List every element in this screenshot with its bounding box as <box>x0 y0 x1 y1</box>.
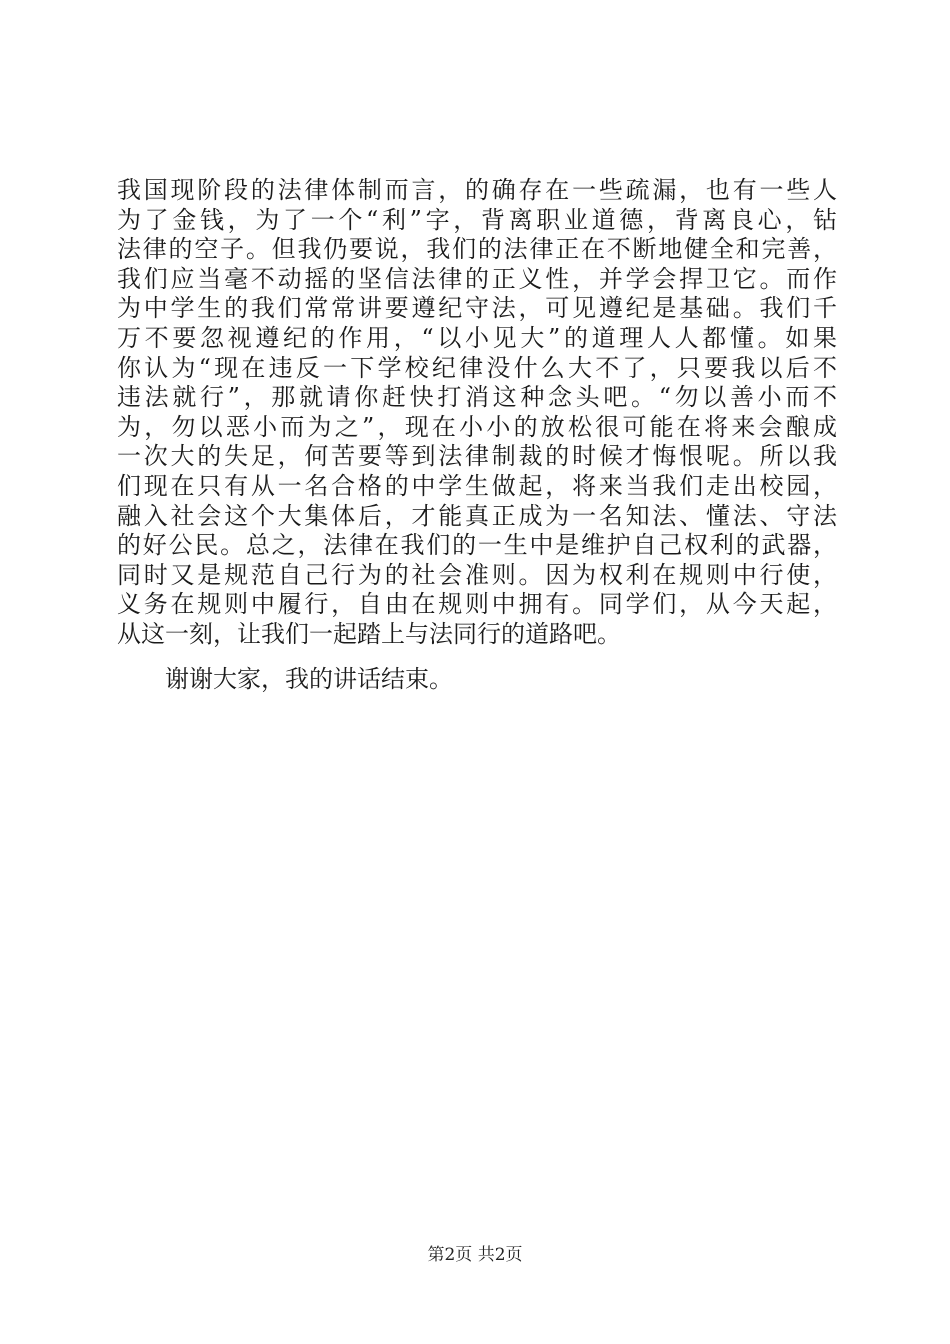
body-line: 从这一刻，让我们一起踏上与法同行的道路吧。 <box>117 619 621 648</box>
body-line: 义务在规则中履行，自由在规则中拥有。同学们，从今天起， <box>117 590 837 619</box>
body-line: 同时又是规范自己行为的社会准则。因为权利在规则中行使， <box>117 560 837 589</box>
body-line: 融入社会这个大集体后，才能真正成为一名知法、懂法、守法 <box>117 501 837 530</box>
page-number: 第2页 共2页 <box>427 1245 523 1265</box>
body-line: 万不要忽视遵纪的作用，“以小见大”的道理人人都懂。如果 <box>117 323 837 352</box>
body-line: 一次大的失足，何苦要等到法律制裁的时候才悔恨呢。所以我 <box>117 442 837 471</box>
body-line: 为，勿以恶小而为之”，现在小小的放松很可能在将来会酿成 <box>117 412 837 441</box>
body-line: 们现在只有从一名合格的中学生做起，将来当我们走出校园， <box>117 471 837 500</box>
body-line: 我国现阶段的法律体制而言，的确存在一些疏漏，也有一些人 <box>117 176 837 204</box>
body-line: 违法就行”，那就请你赶快打消这种念头吧。“勿以善小而不 <box>117 383 837 412</box>
body-line: 我们应当毫不动摇的坚信法律的正义性，并学会捍卫它。而作 <box>117 264 837 293</box>
body-line: 的好公民。总之，法律在我们的一生中是维护自己权利的武器， <box>117 531 837 560</box>
body-line: 法律的空子。但我仍要说，我们的法律正在不断地健全和完善， <box>117 235 837 264</box>
speech-body <box>117 176 837 650</box>
body-line: 为了金钱，为了一个“利”字，背离职业道德，背离良心，钻 <box>117 205 837 234</box>
closing-remark: 谢谢大家，我的讲话结束。 <box>165 665 453 693</box>
body-line: 为中学生的我们常常讲要遵纪守法，可见遵纪是基础。我们千 <box>117 294 837 323</box>
body-line: 你认为“现在违反一下学校纪律没什么大不了，只要我以后不 <box>117 353 837 382</box>
